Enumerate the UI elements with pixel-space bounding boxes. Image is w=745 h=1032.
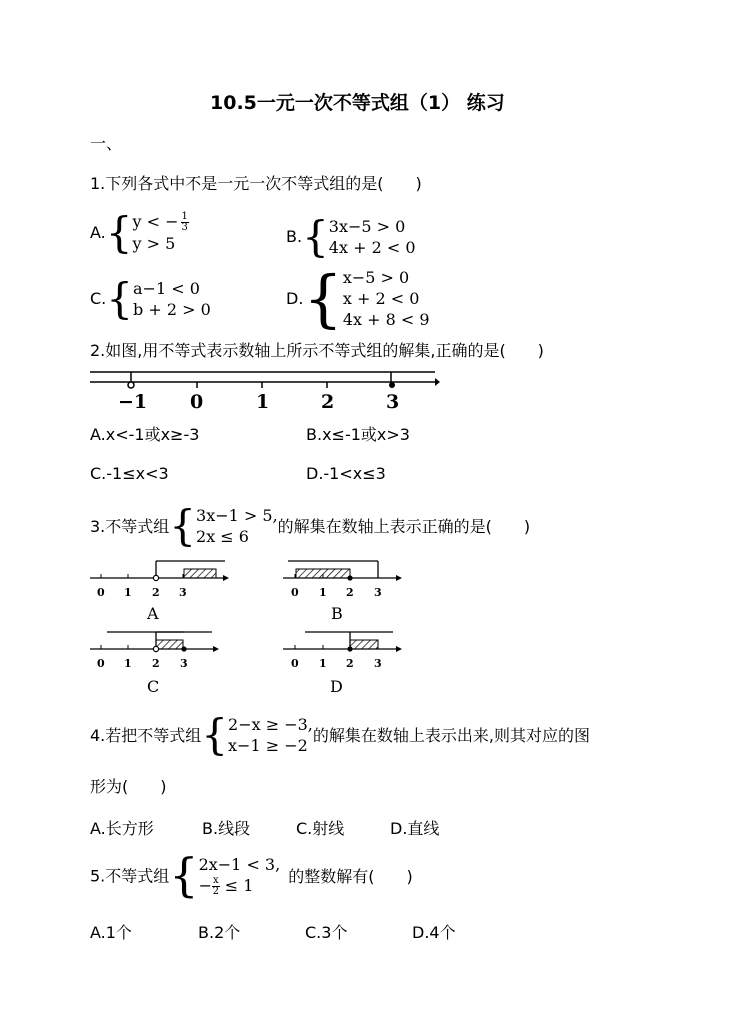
q1-option-d-letter: D. <box>286 289 304 308</box>
q3-diagram-d <box>283 628 408 673</box>
axis-label-0: 0 <box>291 586 299 599</box>
axis-label-3: 3 <box>180 657 188 670</box>
axis-label-3: 3 <box>374 657 382 670</box>
q3-stem <box>90 501 530 550</box>
brace-icon: { <box>303 262 343 335</box>
q2-option-a[interactable]: A.x<-1或x≥-3 <box>90 425 200 444</box>
q3-caption-a[interactable]: A <box>147 604 159 623</box>
q1-a-line1: y < − <box>132 212 179 231</box>
axis-label-3: 3 <box>179 586 187 599</box>
q3-diagram-b <box>283 557 408 602</box>
q4-system-line1: 2−x ≥ −3, <box>228 714 313 734</box>
q1-a-line2: y > 5 <box>132 234 176 253</box>
axis-label-3: 3 <box>374 586 382 599</box>
closed-circle <box>347 575 352 580</box>
axis-arrow-icon <box>396 575 402 581</box>
q4-stem-before: 4.若把不等式组 <box>90 726 202 745</box>
q2-axis-label-neg1: −1 <box>118 391 148 413</box>
q4-option-c[interactable]: C.射线 <box>296 819 345 838</box>
q5-system-line2-prefix: − <box>198 875 212 895</box>
axis-label-2: 2 <box>152 586 160 599</box>
q3-diagram-a <box>90 557 230 602</box>
fraction <box>181 212 189 233</box>
q3-system-line1: 3x−1 > 5, <box>196 505 278 525</box>
q2-axis-arrow-icon <box>435 378 440 386</box>
q5-option-a[interactable]: A.1个 <box>90 923 132 942</box>
q2-axis-label-1: 1 <box>256 391 270 413</box>
q1-option-d[interactable] <box>286 262 430 335</box>
q2-option-c[interactable]: C.-1≤x<3 <box>90 464 169 483</box>
axis-arrow-icon <box>396 646 402 652</box>
q1-d-line1: x−5 > 0 <box>342 268 410 287</box>
axis-arrow-icon <box>223 575 229 581</box>
q1-option-c[interactable] <box>90 274 211 323</box>
q5-stem-after: 的整数解有( ) <box>288 866 413 886</box>
q5-system-line1: 2x−1 < 3, <box>198 854 281 874</box>
brace-icon: { <box>106 274 133 323</box>
q1-option-b[interactable] <box>286 212 416 261</box>
brace-icon: { <box>169 501 197 550</box>
brace-icon: { <box>169 848 199 902</box>
q3-stem-before: 3.不等式组 <box>90 517 170 536</box>
hatched-region <box>350 640 378 649</box>
q5-stem-before: 5.不等式组 <box>90 866 170 886</box>
open-circle <box>153 646 158 651</box>
q1-option-b-letter: B. <box>286 227 303 246</box>
fraction-numerator: 1 <box>181 211 188 222</box>
fraction-numerator: x <box>212 874 219 886</box>
axis-label-1: 1 <box>124 657 132 670</box>
brace-icon: { <box>302 212 329 261</box>
q2-axis-label-3: 3 <box>386 391 400 413</box>
brace-icon: { <box>201 710 229 759</box>
q2-stem: 2.如图,用不等式表示数轴上所示不等式组的解集,正确的是( ) <box>90 341 544 360</box>
q4-stem-line2: 形为( ) <box>90 777 167 796</box>
q5-option-d[interactable]: D.4个 <box>412 923 456 942</box>
fraction <box>212 876 220 897</box>
q3-stem-after: 的解集在数轴上表示正确的是( ) <box>277 517 531 536</box>
axis-label-2: 2 <box>346 586 354 599</box>
hatched-region <box>156 640 183 649</box>
hatched-region <box>184 569 216 578</box>
q4-stem-after: 的解集在数轴上表示出来,则其对应的图 <box>312 726 590 745</box>
axis-label-1: 1 <box>319 586 327 599</box>
axis-label-0: 0 <box>291 657 299 670</box>
closed-circle <box>181 646 186 651</box>
q1-c-line1: a−1 < 0 <box>133 278 200 298</box>
q4-stem <box>90 710 590 759</box>
q1-stem: 1.下列各式中不是一元一次不等式组的是( ) <box>90 174 422 193</box>
closed-circle <box>347 646 352 651</box>
brace-icon: { <box>105 208 133 257</box>
axis-label-2: 2 <box>152 657 160 670</box>
axis-label-1: 1 <box>124 586 132 599</box>
axis-label-0: 0 <box>97 586 105 599</box>
q4-option-a[interactable]: A.长方形 <box>90 819 154 838</box>
q1-option-a[interactable] <box>90 208 189 257</box>
axis-arrow-icon <box>213 646 219 652</box>
q5-option-b[interactable]: B.2个 <box>198 923 241 942</box>
axis-label-1: 1 <box>319 657 327 670</box>
fraction-denominator: 2 <box>212 885 219 897</box>
fraction-denominator: 3 <box>181 222 188 233</box>
q5-stem <box>90 848 413 902</box>
page-title: 10.5一元一次不等式组（1） 练习 <box>210 92 505 114</box>
q2-open-circle <box>128 382 134 388</box>
q5-option-c[interactable]: C.3个 <box>305 923 348 942</box>
q2-option-d[interactable]: D.-1<x≤3 <box>306 464 386 483</box>
axis-label-0: 0 <box>97 657 105 670</box>
q5-system-line2-suffix: ≤ 1 <box>219 875 254 895</box>
q1-b-line1: 3x−5 > 0 <box>328 216 406 236</box>
q1-c-line2: b + 2 > 0 <box>133 299 211 319</box>
q2-axis-label-0: 0 <box>190 391 204 413</box>
q1-option-c-letter: C. <box>90 289 107 308</box>
q4-system-line2: x−1 ≥ −2 <box>228 735 308 755</box>
q1-option-a-letter: A. <box>90 223 106 242</box>
open-circle <box>153 575 158 580</box>
q1-b-line2: 4x + 2 < 0 <box>328 237 416 257</box>
q2-closed-circle <box>389 382 395 388</box>
section-label: 一、 <box>90 134 123 153</box>
q3-caption-d[interactable]: D <box>330 677 343 696</box>
q4-option-b[interactable]: B.线段 <box>202 819 251 838</box>
q2-number-line <box>90 364 440 414</box>
q2-axis-label-2: 2 <box>321 391 335 413</box>
axis-label-2: 2 <box>346 657 354 670</box>
q3-caption-c[interactable]: C <box>147 677 160 696</box>
q2-option-b[interactable]: B.x≤-1或x>3 <box>306 425 410 444</box>
q3-caption-b[interactable]: B <box>331 604 343 623</box>
q1-d-line2: x + 2 < 0 <box>342 289 420 308</box>
q1-d-line3: 4x + 8 < 9 <box>342 310 430 329</box>
q3-diagram-c <box>90 628 230 673</box>
q4-option-d[interactable]: D.直线 <box>390 819 440 838</box>
q3-system-line2: 2x ≤ 6 <box>196 526 249 546</box>
